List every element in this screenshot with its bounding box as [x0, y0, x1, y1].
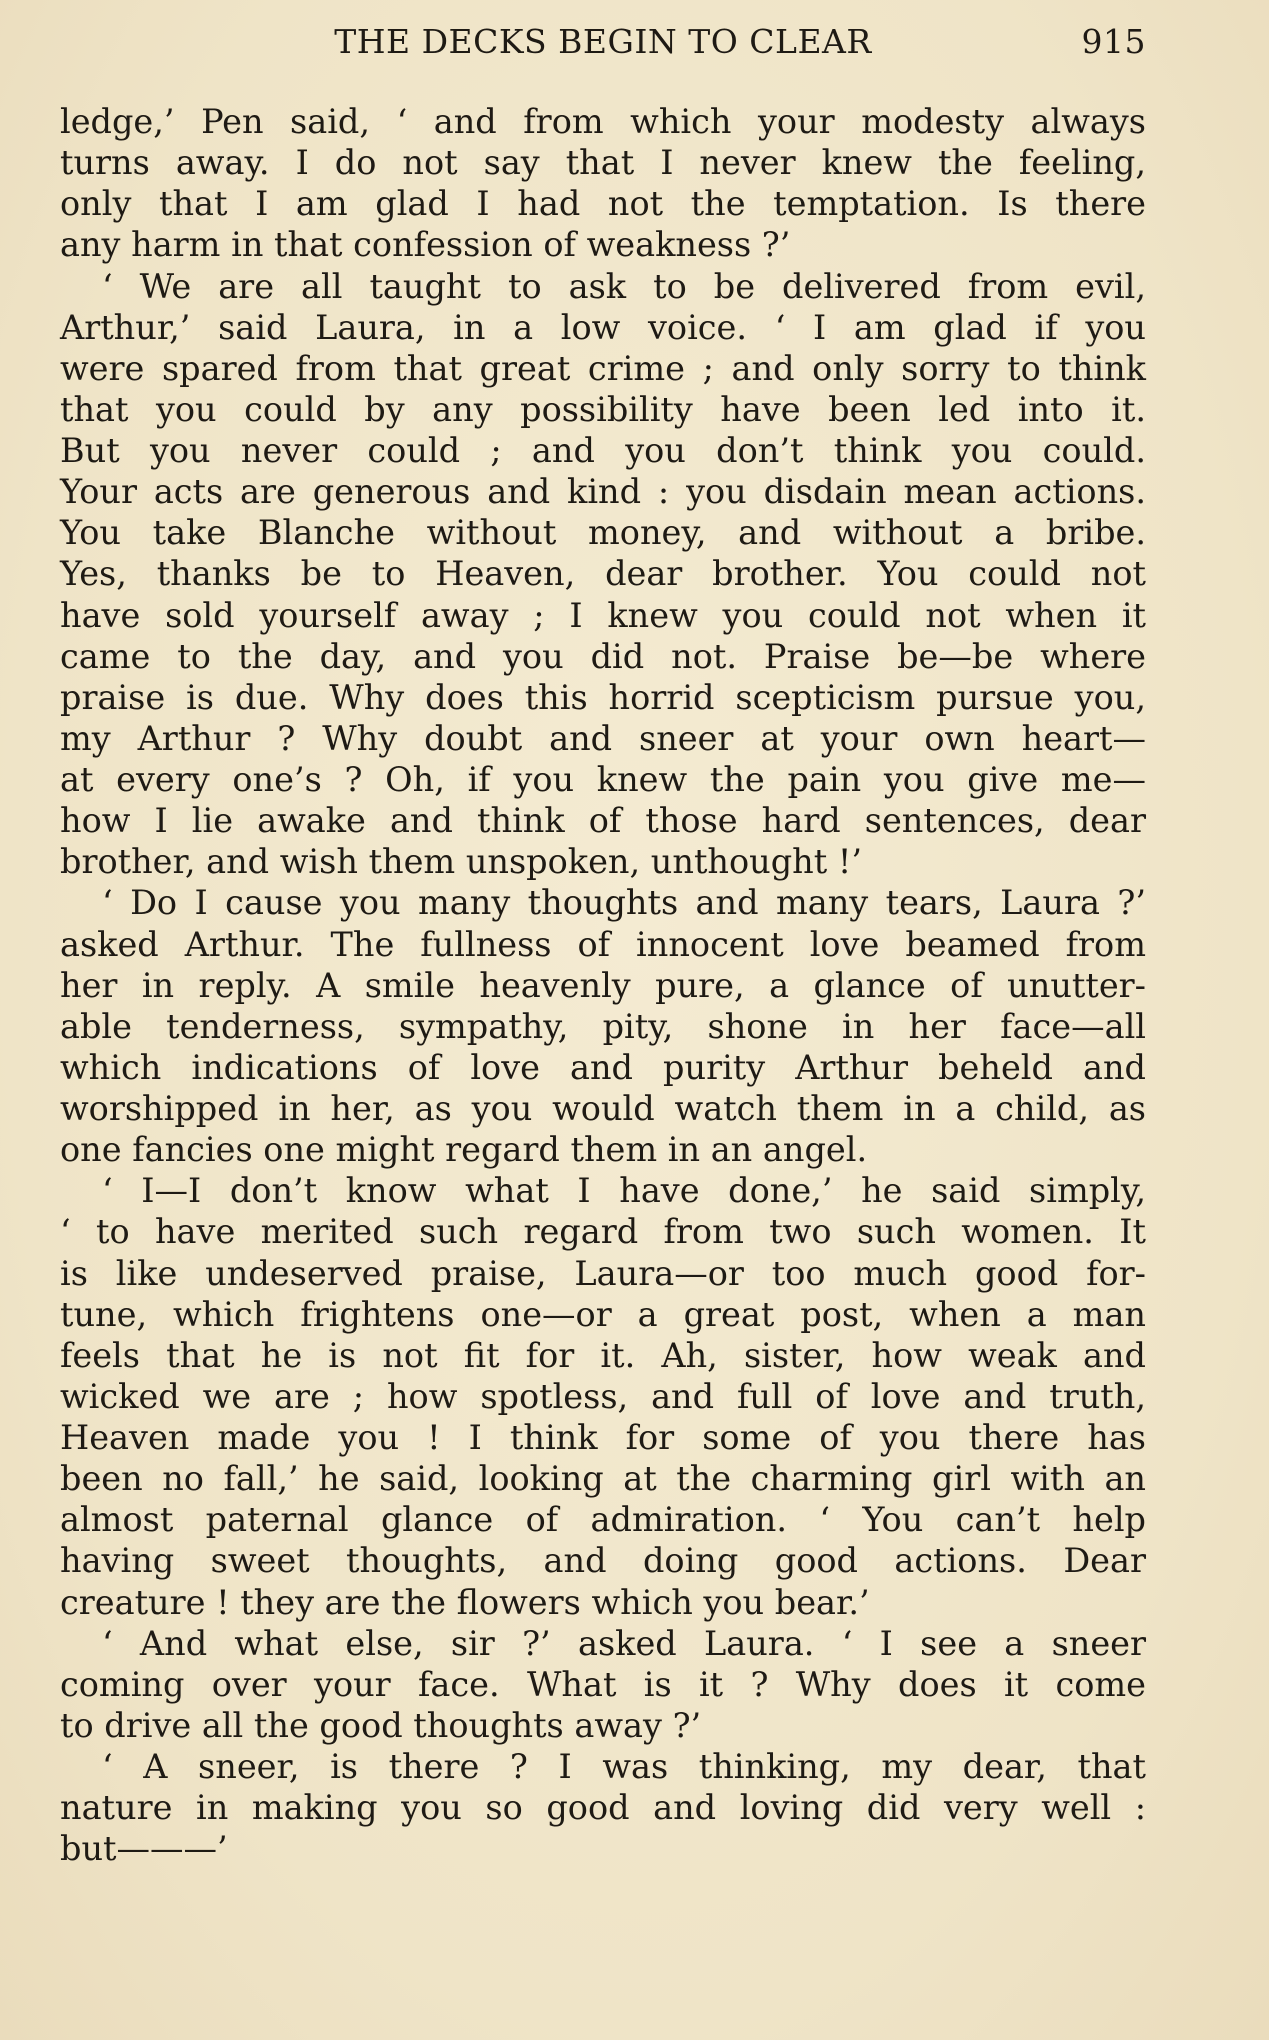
text-line: ‘ And what else, sir ?’ asked Laura. ‘ I see a sneer — [102, 1623, 1146, 1663]
text-line: is like undeserved praise, Laura—or too much good for- — [60, 1253, 1146, 1293]
text-line: worshipped in her, as you would watch them in a child, as — [60, 1089, 1146, 1128]
text-line: Yes, thanks be to Heaven, dear brother. You could not — [60, 554, 1146, 594]
text-line: Your acts are generous and kind : you disdain mean actions. — [60, 472, 1146, 512]
text-line: Arthur,’ said Laura, in a low voice. ‘ I am glad if you — [60, 307, 1146, 347]
page-number: 915 — [1081, 22, 1146, 61]
text-line: my Arthur ? Why doubt and sneer at your own heart— — [60, 718, 1146, 758]
text-line: came to the day, and you did not. Praise be—be where — [60, 636, 1146, 676]
text-line: turns away. I do not say that I never knew the feeling, — [60, 143, 1146, 183]
text-line: that you could by any possibility have been led into it. — [60, 389, 1146, 429]
text-line: one fancies one might regard them in an angel. — [60, 1130, 868, 1170]
text-line: ‘ A sneer, is there ? I was thinking, my dear, that — [102, 1747, 1146, 1786]
text-line: been no fall,’ he said, looking at the charming girl with an — [60, 1459, 1146, 1499]
text-line: which indications of love and purity Arthur beheld and — [60, 1047, 1146, 1087]
text-line: only that I am glad I had not the temptation. Is there — [60, 184, 1146, 224]
text-line: having sweet thoughts, and doing good actions. Dear — [60, 1541, 1146, 1581]
text-line: almost paternal glance of admiration. ‘ You can’t help — [60, 1500, 1146, 1540]
text-line: were spared from that great crime ; and only sorry to think — [60, 348, 1146, 388]
text-line: how I lie awake and think of those hard sentences, dear — [60, 801, 1146, 841]
text-line: ‘ I—I don’t know what I have done,’ he said simply, — [102, 1171, 1146, 1211]
text-line: ledge,’ Pen said, ‘ and from which your modesty always — [60, 102, 1146, 141]
running-head — [60, 22, 1146, 70]
text-line: wicked we are ; how spotless, and full of love and truth, — [60, 1376, 1146, 1416]
text-line: praise is due. Why does this horrid scepticism pursue you, — [60, 677, 1146, 717]
text-line: coming over your face. What is it ? Why does it come — [60, 1664, 1146, 1704]
text-line: brother, and wish them unspoken, unthought !’ — [60, 842, 862, 882]
text-line: You take Blanche without money, and without a bribe. — [60, 513, 1146, 553]
text-line: ‘ We are all taught to ask to be delivered from evil, — [102, 266, 1146, 306]
text-line: asked Arthur. The fullness of innocent love beamed from — [60, 924, 1146, 964]
text-line: any harm in that confession of weakness ?’ — [60, 225, 791, 265]
text-line: but———’ — [60, 1829, 228, 1869]
text-line: able tenderness, sympathy, pity, shone in her face—all — [60, 1006, 1146, 1046]
body-text — [60, 101, 1146, 1869]
text-line: have sold yourself away ; I knew you could not when it — [60, 595, 1146, 635]
text-line: ‘ Do I cause you many thoughts and many tears, Laura ?’ — [102, 883, 1146, 923]
text-line: nature in making you so good and loving did very well : — [60, 1788, 1146, 1828]
text-line: creature ! they are the flowers which you bear.’ — [60, 1582, 870, 1622]
text-line: ‘ to have merited such regard from two such women. It — [60, 1212, 1146, 1252]
text-line: to drive all the good thoughts away ?’ — [60, 1705, 702, 1745]
text-line: tune, which frightens one—or a great post, when a man — [60, 1294, 1146, 1334]
text-line: at every one’s ? Oh, if you knew the pain you give me— — [60, 760, 1146, 799]
text-line: But you never could ; and you don’t think you could. — [60, 431, 1146, 470]
chapter-title: THE DECKS BEGIN TO CLEAR — [334, 22, 872, 61]
text-line: feels that he is not fit for it. Ah, sister, how weak and — [60, 1335, 1146, 1375]
text-line: Heaven made you ! I think for some of you there has — [60, 1418, 1146, 1457]
text-line: her in reply. A smile heavenly pure, a glance of unutter- — [60, 965, 1146, 1005]
